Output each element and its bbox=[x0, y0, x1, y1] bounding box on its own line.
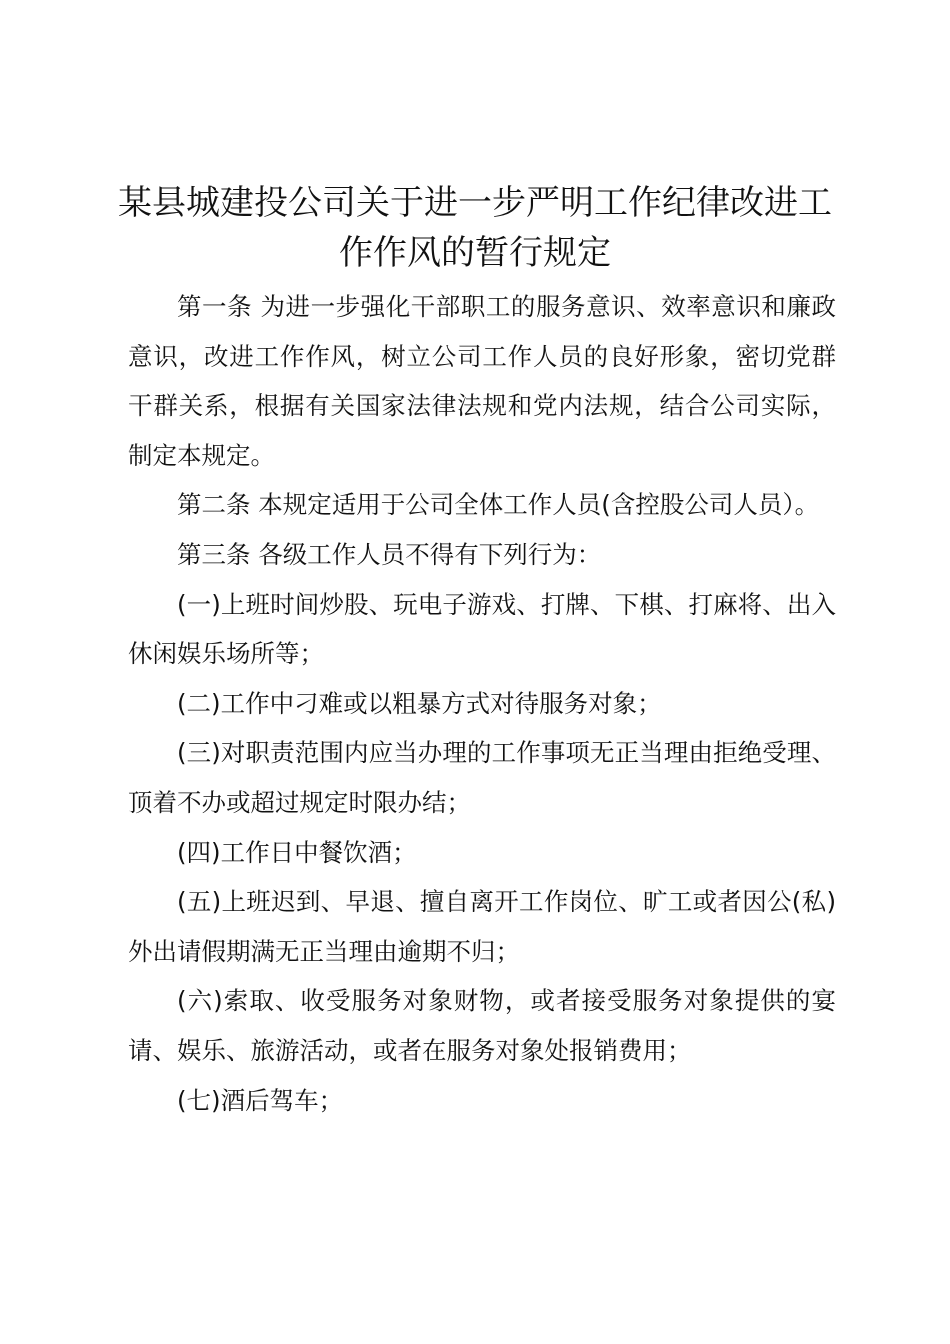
article-3-paragraph: 第三条 各级工作人员不得有下列行为： bbox=[177, 539, 602, 569]
list-item-1: (一)上班时间炒股、玩电子游戏、打牌、下棋、打麻将、出入休闲娱乐场所等； bbox=[128, 589, 836, 669]
list-item-5: (五)上班迟到、早退、擅自离开工作岗位、旷工或者因公(私)外出请假期满无正当理由逾期不归； bbox=[128, 887, 836, 966]
list-item-7: (七)酒后驾车； bbox=[177, 1085, 344, 1115]
document-title: 某县城建投公司关于进一步严明工作纪律改进工作作风的暂行规定 bbox=[118, 183, 832, 273]
document-body bbox=[128, 282, 836, 1125]
list-item-4: (四)工作日中餐饮酒； bbox=[177, 837, 417, 867]
list-item-6: (六)索取、收受服务对象财物，或者接受服务对象提供的宴请、娱乐、旅游活动，或者在服务对象处报销费用； bbox=[128, 986, 836, 1065]
list-item-3: (三)对职责范围内应当办理的工作事项无正当理由拒绝受理、顶着不办或超过规定时限办结； bbox=[128, 738, 836, 817]
article-1-paragraph: 第一条 为进一步强化干部职工的服务意识、效率意识和廉政意识，改进工作作风，树立公司工作人员的良好形象，密切党群干群关系，根据有关国家法律法规和党内法规，结合公司实际，制定本规定。 bbox=[128, 292, 836, 470]
list-item-2: (二)工作中刁难或以粗暴方式对待服务对象； bbox=[177, 688, 662, 718]
article-2-paragraph: 第二条 本规定适用于公司全体工作人员(含控股公司人员）。 bbox=[177, 490, 820, 520]
